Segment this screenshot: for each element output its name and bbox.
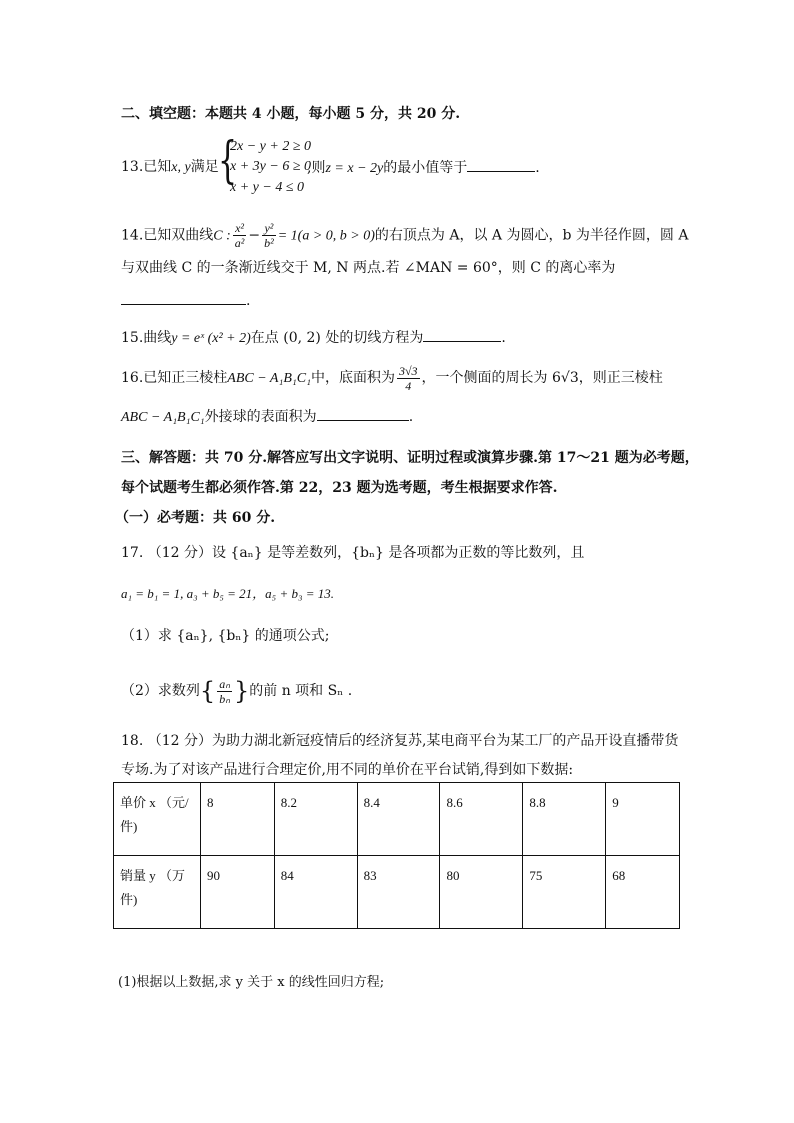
q16-area-fraction	[397, 364, 420, 393]
question-17-line-1: 17. （12 分）设 {aₙ} 是等差数列，{bₙ} 是各项都为正数的等比数列，且	[121, 545, 585, 561]
table-cell: 75	[523, 856, 606, 929]
table-header-price: 单价 x （元/件)	[114, 783, 201, 856]
q14-frac-y-num: y²	[262, 221, 276, 236]
q13-left-brace: {	[218, 131, 238, 189]
q13-constraint-3: x + y − 4 ≤ 0	[230, 180, 305, 195]
question-18-line-1: 18. （12 分）为助力湖北新冠疫情后的经济复苏,某电商平台为某工厂的产品开设直播带货	[121, 733, 679, 749]
q14-curve: C :	[213, 228, 231, 244]
q16-area-den: 4	[405, 378, 412, 393]
q17-frac-den: bₙ	[219, 691, 230, 706]
section-heading-solutions-1: 三、解答题：共 70 分.解答应写出文字说明、证明过程或演算步骤.第 17～21 题为必考题，	[121, 450, 699, 466]
q13-tail: ,则z = x − 2y的最小值等于 .	[307, 157, 540, 179]
q14-eq-cond: = 1(a > 0, b > 0)	[277, 228, 375, 244]
section-heading-solutions-2: 每个试题考生都必须作答.第 22，23 题为选考题，考生根据要求作答.	[121, 480, 558, 496]
q14-frac-x-den: a²	[234, 236, 245, 250]
q17-sequence-fraction	[217, 677, 232, 706]
table-cell: 8.2	[274, 783, 357, 856]
q16-mid: 中，底面积为	[310, 370, 395, 386]
q14-fraction-y	[262, 221, 276, 250]
question-18-line-2: 专场.为了对该产品进行合理定价,用不同的单价在平台试销,得到如下数据:	[121, 762, 574, 778]
question-16-line-2: ABC − A₁B₁C₁外接球的表面积为 .	[121, 406, 413, 428]
table-row-price	[114, 783, 680, 856]
q13-vars: x, y	[171, 160, 191, 175]
table-cell: 83	[357, 856, 440, 929]
q16-prism: ABC − A₁B₁C₁	[227, 371, 311, 386]
question-14-line-1: 14.已知双曲线C : $\frac{\text{x²}}{\text{a²}}$ − $\frac{\text{y²}}{\text{b²}}$ = 1(a > 0, b > 0)的右顶点为 A，以 A 为圆心，b 为半径作圆，圆 A	[121, 221, 689, 250]
question-17-line-2: a₁ = b₁ = 1, a₃ + b₅ = 21，a₅ + b₃ = 13.	[121, 586, 335, 601]
q13-constraint-1: 2x − y + 2 ≥ 0	[230, 139, 312, 154]
q16-answer-blank	[317, 406, 409, 421]
question-16-line-1	[121, 363, 663, 394]
q16-area-num: 3√3	[398, 363, 418, 378]
table-header-sales: 销量 y （万件)	[114, 856, 201, 929]
q13-suffix: 的最小值等于	[383, 160, 468, 176]
table-row-sales	[114, 856, 680, 929]
table-cell: 9	[606, 783, 680, 856]
part-heading-required: （一）必考题：共 60 分.	[115, 510, 276, 526]
q13-answer-blank	[467, 157, 535, 172]
table-cell: 8.4	[357, 783, 440, 856]
q17-sub-2	[121, 676, 352, 706]
q13-satisfy: 满足	[190, 159, 219, 175]
q15-answer-blank	[423, 327, 501, 342]
question-15: 15.曲线y = eˣ (x² + 2)在点 (0, 2) 处的切线方程为 .	[121, 327, 506, 349]
q14-answer-line: .	[121, 290, 250, 311]
q16-line2-suffix: 外接球的表面积为	[204, 409, 317, 425]
table-cell: 90	[201, 856, 275, 929]
q13-prefix: 13.已知	[121, 159, 172, 175]
price-sales-table	[113, 782, 680, 929]
q17-sub-1: （1）求 {aₙ}, {bₙ} 的通项公式;	[121, 628, 330, 644]
q16-prism-repeat: ABC − A₁B₁C₁	[121, 410, 205, 425]
table-cell: 80	[440, 856, 523, 929]
table-cell: 84	[274, 856, 357, 929]
q15-expr: y = eˣ (x² + 2)	[171, 331, 251, 346]
q17-sub2-prefix: （2）求数列	[121, 683, 200, 699]
table-cell: 8.6	[440, 783, 523, 856]
q17-sub2-suffix: 的前 n 项和 Sₙ .	[249, 683, 353, 699]
q14-fraction-x	[233, 221, 247, 250]
q14-line1-suffix: 的右顶点为 A，以 A 为圆心，b 为半径作圆，圆 A	[374, 227, 689, 244]
q15-middle: 在点 (0, 2) 处的切线方程为	[250, 330, 424, 346]
q14-frac-x-num: x²	[233, 221, 247, 236]
q13-objective: z = x − 2y	[325, 161, 384, 176]
q16-prefix: 16.已知正三棱柱	[121, 370, 228, 386]
q17-frac-num: aₙ	[219, 676, 230, 691]
q13-then: ,则	[307, 160, 326, 176]
question-13	[121, 157, 219, 178]
q17-right-brace: }	[233, 677, 250, 705]
table-cell: 68	[606, 856, 680, 929]
q15-prefix: 15.曲线	[121, 330, 172, 346]
table-cell: 8	[201, 783, 275, 856]
q14-prefix: 14.已知双曲线	[121, 227, 214, 244]
table-cell: 8.8	[523, 783, 606, 856]
q14-answer-blank	[121, 290, 246, 305]
q18-sub-1: (1)根据以上数据,求 y 关于 x 的线性回归方程;	[118, 975, 385, 990]
q16-line1-suffix: ，一个侧面的周长为 6√3，则正三棱柱	[421, 370, 663, 386]
q14-frac-y-den: b²	[264, 236, 274, 250]
section-heading-fill-in: 二、填空题：本题共 4 小题，每小题 5 分，共 20 分.	[121, 106, 461, 122]
q17-left-brace: {	[199, 677, 216, 705]
q13-constraint-2: x + 3y − 6 ≥ 0	[230, 159, 312, 174]
question-14-line-2: 与双曲线 C 的一条渐近线交于 M, N 两点.若 ∠MAN = 60°，则 C 的离心率为	[121, 260, 616, 276]
